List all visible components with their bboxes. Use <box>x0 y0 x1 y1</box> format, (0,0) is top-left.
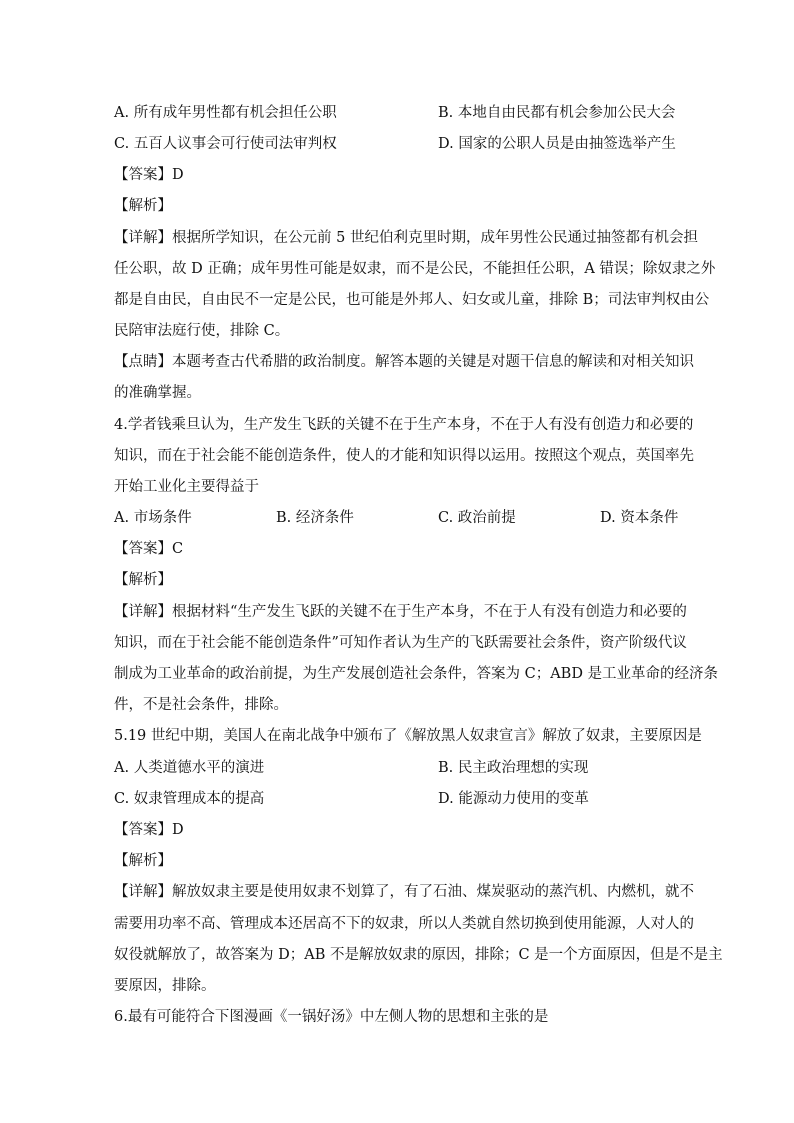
q5-option-b: B. 民主政治理想的实现 <box>438 760 589 776</box>
q3-detail-line-3: 都是自由民，自由民不一定是公民，也可能是外邦人、妇女或儿童，排除 B；司法审判权由公 <box>114 292 710 308</box>
q5-detail-line-1: 【详解】解放奴隶主要是使用奴隶不划算了，有了石油、煤炭驱动的蒸汽机、内燃机，就不 <box>114 884 694 900</box>
q3-option-d: D. 国家的公职人员是由抽签选举产生 <box>438 136 676 152</box>
q3-detail-line-1: 【详解】根据所学知识，在公元前 5 世纪伯利克里时期，成年男性公民通过抽签都有机会担 <box>114 230 698 246</box>
q4-answer: 【答案】C <box>114 541 184 557</box>
q6-stem: 6.最有可能符合下图漫画《一锅好汤》中左侧人物的思想和主张的是 <box>114 1009 549 1025</box>
q3-option-b: B. 本地自由民都有机会参加公民大会 <box>438 105 676 121</box>
q3-answer: 【答案】D <box>114 167 184 183</box>
q5-answer: 【答案】D <box>114 822 184 838</box>
q4-detail-line-3: 制成为工业革命的政治前提，为生产发展创造社会条件，答案为 C；ABD 是工业革命的经济条 <box>114 666 719 682</box>
q4-detail-line-1: 【详解】根据材料“生产发生飞跃的关键不在于生产本身，不在于人有没有创造力和必要的 <box>114 604 687 620</box>
q4-option-d: D. 资本条件 <box>600 510 679 526</box>
q4-stem-line-2: 知识，而在于社会能不能创造条件，使人的才能和知识得以运用。按照这个观点，英国率先 <box>114 448 694 464</box>
q5-option-a: A. 人类道德水平的演进 <box>114 760 265 776</box>
q5-detail-line-4: 要原因，排除。 <box>114 978 216 994</box>
q5-analysis-label: 【解析】 <box>114 853 172 869</box>
q4-stem-line-1: 4.学者钱乘旦认为，生产发生飞跃的关键不在于生产本身，不在于人有没有创造力和必要的 <box>114 417 694 433</box>
q3-detail-line-4: 民陪审法庭行使，排除 C。 <box>114 323 290 339</box>
q5-detail-line-2: 需要用功率不高、管理成本还居高不下的奴隶，所以人类就自然切换到使用能源，人对人的 <box>114 916 694 932</box>
q4-option-a: A. 市场条件 <box>114 510 192 526</box>
q4-stem-line-3: 开始工业化主要得益于 <box>114 479 259 495</box>
q3-point-line-2: 的准确掌握。 <box>114 385 201 401</box>
q3-detail-line-2: 任公职，故 D 正确；成年男性可能是奴隶，而不是公民，不能担任公职，A 错误；除奴隶之外 <box>114 261 716 277</box>
q3-option-c: C. 五百人议事会可行使司法审判权 <box>114 136 337 152</box>
q3-analysis-label: 【解析】 <box>114 198 172 214</box>
q4-detail-line-2: 知识，而在于社会能不能创造条件”可知作者认为生产的飞跃需要社会条件，资产阶级代议 <box>114 635 687 651</box>
q5-detail-line-3: 奴役就解放了，故答案为 D；AB 不是解放奴隶的原因，排除；C 是一个方面原因，但是不是主 <box>114 947 723 963</box>
q4-detail-line-4: 件，不是社会条件，排除。 <box>114 697 288 713</box>
q5-option-d: D. 能源动力使用的变革 <box>438 791 589 807</box>
q5-stem: 5.19 世纪中期，美国人在南北战争中颁布了《解放黑人奴隶宣言》解放了奴隶，主要原因是 <box>114 728 702 744</box>
q5-option-c: C. 奴隶管理成本的提高 <box>114 791 265 807</box>
q3-option-a: A. 所有成年男性都有机会担任公职 <box>114 105 337 121</box>
q4-analysis-label: 【解析】 <box>114 572 172 588</box>
q3-point-line-1: 【点睛】本题考查古代希腊的政治制度。解答本题的关键是对题干信息的解读和对相关知识 <box>114 354 694 370</box>
q4-option-c: C. 政治前提 <box>438 510 516 526</box>
q4-option-b: B. 经济条件 <box>276 510 354 526</box>
